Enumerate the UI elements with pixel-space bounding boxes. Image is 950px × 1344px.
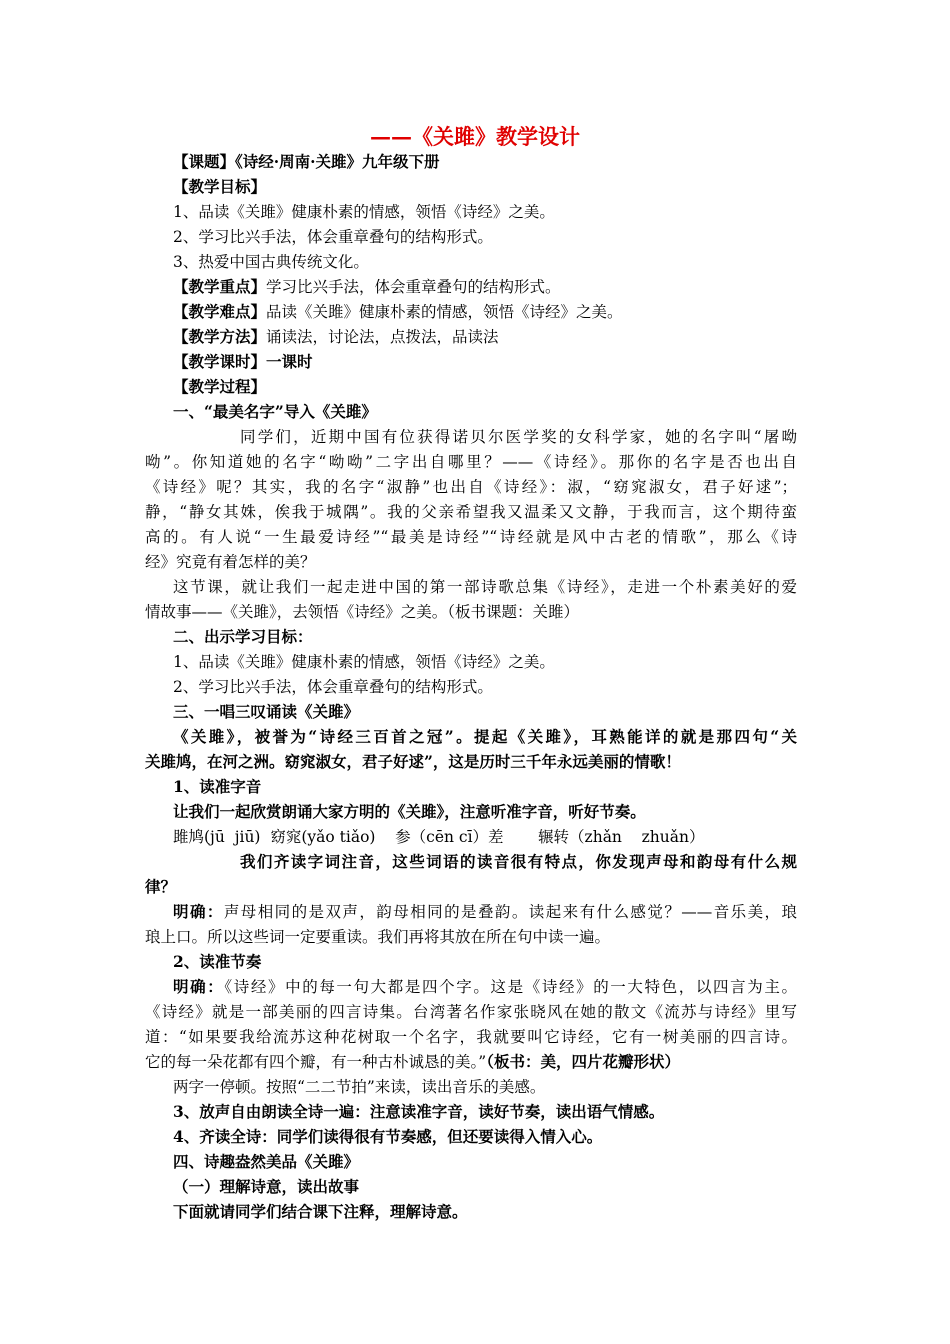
paragraph-line: 我们齐读字词注音，这些词语的读音很有特点，你发现声母和韵母有什么规 (240, 852, 797, 871)
paragraph-line: 琅上口。所以这些词一定要重读。我们再将其放在所在句中读一遍。 (145, 928, 611, 946)
paragraph-line: 《诗经》就是一部美丽的四言诗集。台湾著名作家张晓风在她的散文《流苏与诗经》里写 (145, 1003, 797, 1021)
period-line: 【教学课时】一课时 (173, 352, 313, 371)
objective-3: 3、热爱中国古典传统文化。 (173, 253, 369, 271)
paragraph-line: 呦”。你知道她的名字“呦呦”二字出自哪里？——《诗经》。那你的名字是否也出自 (145, 453, 797, 471)
paragraph-line: 同学们，近期中国有位获得诺贝尔医学奖的女科学家，她的名字叫“屠呦 (240, 428, 797, 446)
objectives-heading: 【教学目标】 (173, 177, 267, 196)
paragraph-line: 静，“静女其姝，俟我于城隅”。我的父亲希望我又温柔又文静，于我而言，这个期待蛮 (145, 503, 797, 521)
section-3-heading: 三、一唱三叹诵读《关雎》 (173, 702, 360, 721)
paragraph-line (173, 976, 797, 998)
method-line (173, 326, 499, 348)
paragraph-line (173, 901, 797, 923)
clarify-label: 明确： (173, 902, 224, 921)
clarify-text: 声母相同的是双声，韵母相同的是叠韵。读起来有什么感觉？——音乐美，琅 (223, 903, 797, 921)
subheading-pronunciation: 1、读准字音 (173, 777, 262, 796)
difficulty-line (173, 301, 623, 323)
document-title: ——《关雎》教学设计 (370, 124, 580, 149)
paragraph-line: 这节课，就让我们一起走进中国的第一部诗歌总集《诗经》，走进一个朴素美好的爱 (173, 578, 797, 596)
clarify-text: 《诗经》中的每一句大都是四个字。这是《诗经》的一大特色，以四言为主。 (224, 978, 797, 996)
key-point-label: 【教学重点】 (173, 277, 267, 296)
paragraph-line: 《关雎》，被誉为“诗经三百首之冠”。提起《关雎》，耳熟能详的就是那四句“关 (173, 727, 797, 746)
step-4: 4、齐读全诗：同学们读得很有节奏感，但还要读得入情入心。 (173, 1127, 603, 1146)
paragraph-line: 下面就请同学们结合课下注释，理解诗意。 (173, 1202, 468, 1221)
step-3: 3、放声自由朗读全诗一遍：注意读准字音，读好节奏，读出语气情感。 (173, 1102, 665, 1121)
difficulty-text: 品读《关雎》健康朴素的情感，领悟《诗经》之美。 (266, 303, 623, 321)
paragraph-line: 情故事——《关雎》，去领悟《诗经》之美。（板书课题：关雎） (145, 603, 580, 621)
paragraph-line: 道：“如果要我给流苏这种花树取一个名字，我就要叫它诗经，它有一树美丽的四言诗。 (145, 1028, 797, 1046)
process-heading: 【教学过程】 (173, 377, 267, 396)
paragraph-line: 两字一停顿。按照“二二节拍”来读，读出音乐的美感。 (173, 1078, 546, 1096)
paragraph-line: 《诗经》呢？其实，我的名字“淑静”也出自《诗经》：淑，“窈窕淑女，君子好逑”； (145, 478, 797, 496)
topic-line: 【课题】《诗经·周南·关雎》九年级下册 (173, 152, 440, 171)
subheading-rhythm: 2、读准节奏 (173, 952, 262, 971)
section-4-heading: 四、诗趣盎然美品《关雎》 (173, 1152, 360, 1171)
pinyin-line: 雎鸠(jū jiū) 窈窕(yǎo tiǎo) 参（cēn cī）差 辗转（zhǎn zhuǎn） (173, 828, 705, 846)
key-point-text: 学习比兴手法，体会重章叠句的结构形式。 (266, 278, 561, 296)
quote-end: 它的每一朵花都有四个瓣，有一种古朴诚恳的美。” (145, 1053, 487, 1071)
method-label: 【教学方法】 (173, 327, 267, 346)
goal-1: 1、品读《关雎》健康朴素的情感，领悟《诗经》之美。 (173, 653, 555, 671)
paragraph-line: 律？ (145, 877, 177, 896)
board-note: （板书：美，四片花瓣形状） (486, 1052, 680, 1071)
paragraph-line: 经》究竟有着怎样的美？ (145, 553, 316, 571)
section-1-heading: 一、“最美名字”导入《关雎》 (173, 402, 377, 421)
difficulty-label: 【教学难点】 (173, 302, 267, 321)
method-text: 诵读法，讨论法，点拨法，品读法 (266, 328, 499, 346)
objective-2: 2、学习比兴手法，体会重章叠句的结构形式。 (173, 228, 493, 246)
paragraph-line: 关雎鸠，在河之洲。窈窕淑女，君子好逑”，这是历时三千年永远美丽的情歌！ (145, 752, 681, 771)
objective-1: 1、品读《关雎》健康朴素的情感，领悟《诗经》之美。 (173, 203, 555, 221)
section-2-heading: 二、出示学习目标： (173, 627, 313, 646)
clarify-label: 明确： (173, 977, 225, 996)
key-point-line (173, 276, 561, 298)
paragraph-line (145, 1051, 680, 1073)
paragraph-line: 让我们一起欣赏朗诵大家方明的《关雎》，注意听准字音，听好节奏。 (173, 802, 646, 821)
subsection-heading: （一）理解诗意，读出故事 (173, 1177, 360, 1196)
goal-2: 2、学习比兴手法，体会重章叠句的结构形式。 (173, 678, 493, 696)
paragraph-line: 高的。有人说“一生最爱诗经”“最美是诗经”“诗经就是风中古老的情歌”，那么《诗 (145, 528, 797, 546)
